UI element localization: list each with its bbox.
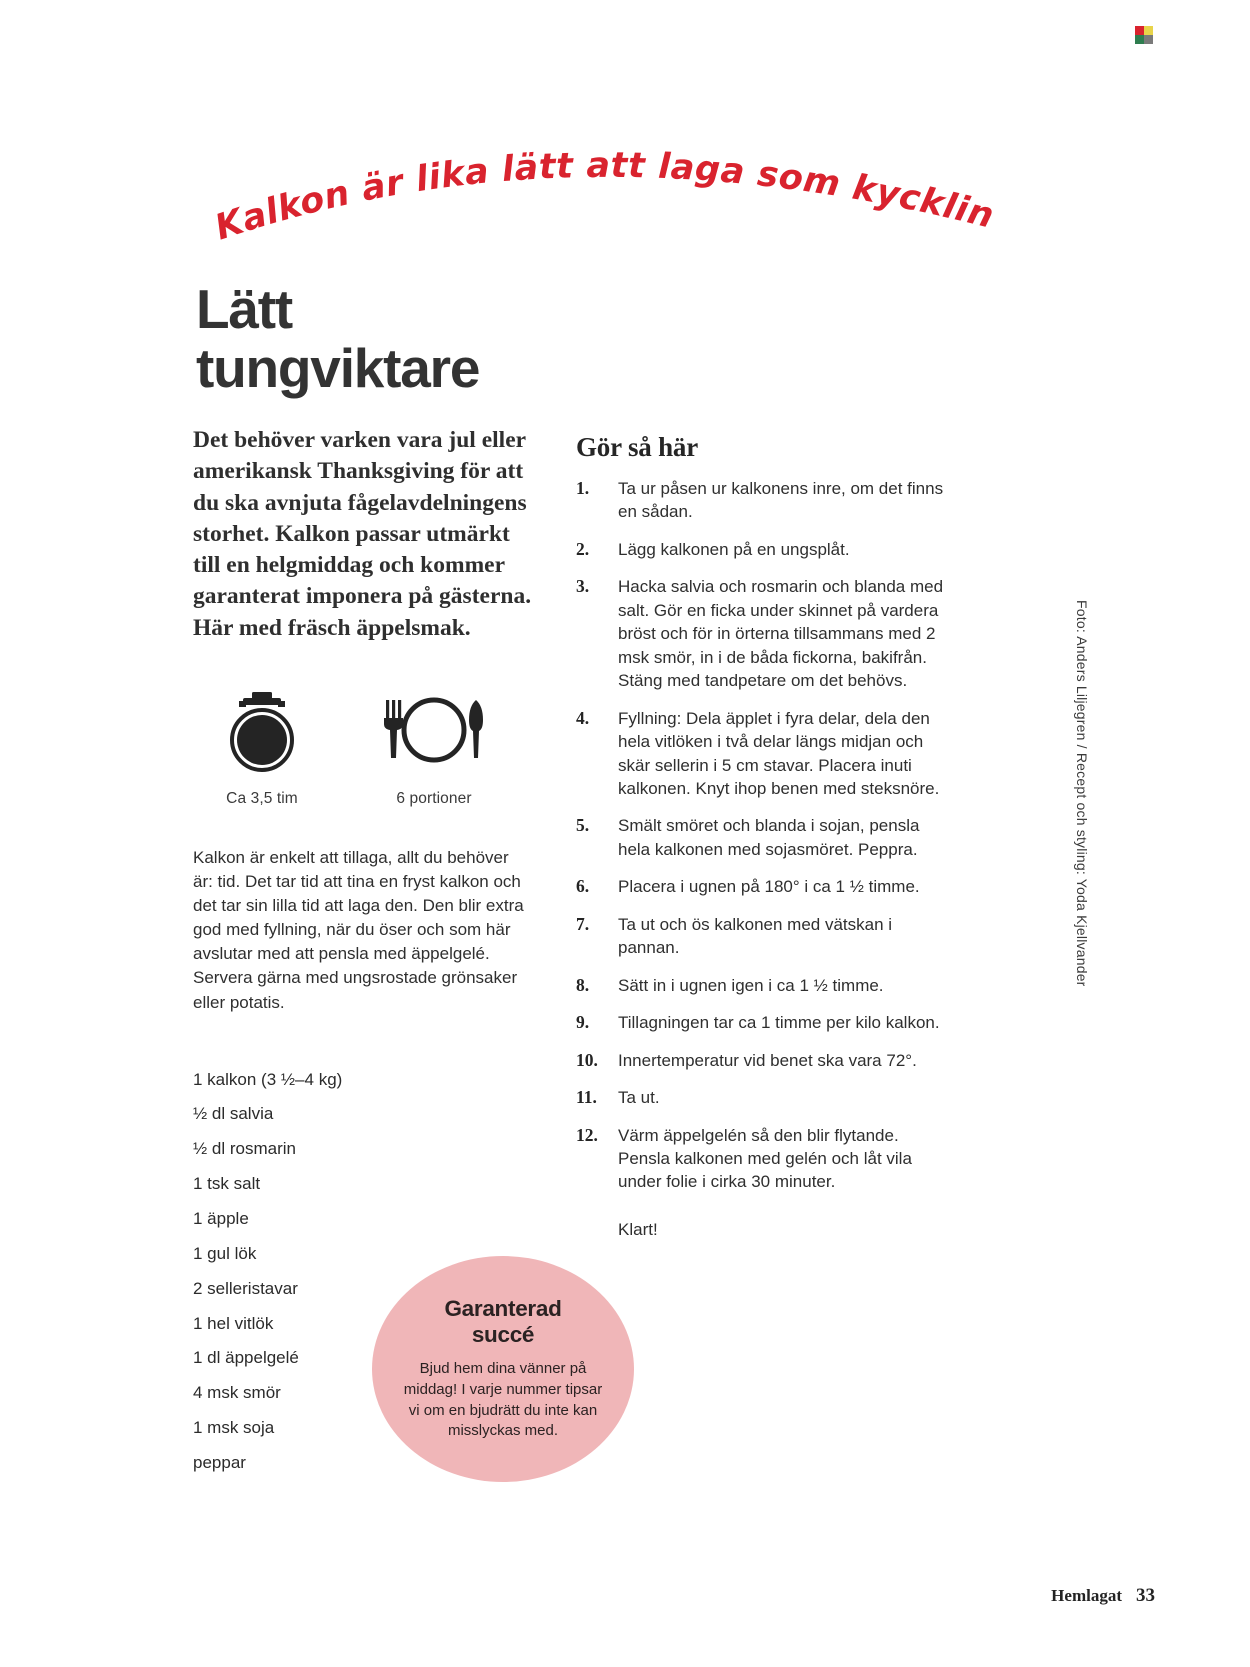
step-text: Tillagningen tar ca 1 timme per kilo kalkon. [618,1013,940,1033]
ingredient-item: 1 msk soja [193,1418,275,1438]
instruction-step [576,814,951,861]
callout-title-line-1: Garanterad [444,1296,562,1322]
page-footer [1051,1585,1155,1607]
ingredient-item: 1 tsk salt [193,1174,261,1194]
corner-swatch-2 [1144,26,1153,35]
step-number: 12. [576,1124,598,1145]
step-number: 6. [576,876,590,897]
instruction-step [576,575,951,692]
ingredient-item: 1 äpple [193,1209,249,1228]
lead-paragraph: Det behöver varken vara jul eller amerikansk Thanksgiving för att du ska avnjuta fågelavdelningens storhet. Kalkon passar utmärkt till en helgmiddag och kommer garanterat imponera på gästerna. Här med fräsch äppelsmak. [193,427,532,641]
instruction-step [576,1124,951,1194]
callout-bubble [372,1256,634,1482]
portions-block [379,690,489,808]
instruction-step [576,913,951,960]
ingredient-item: 1 dl äppelgelé [193,1348,299,1368]
step-text: Innertemperatur vid benet ska vara 72°. [618,1050,917,1070]
step-number: 3. [576,576,590,597]
portions-label: 6 portioner [396,789,472,807]
step-text: Fyllning: Dela äpplet i fyra delar, dela den hela vitlöken i två delar längs midjan och skär sellerin i 5 cm stavar. Placera inuti kalkonen. Knyt ihop benen med steksnöre. [618,708,940,798]
step-number: 11. [576,1087,597,1108]
instructions-heading: Gör så här [576,432,699,462]
instruction-step [576,1011,951,1034]
color-registration-mark [1135,26,1153,44]
cooking-time-label: Ca 3,5 tim [226,789,298,807]
corner-swatch-4 [1144,35,1153,44]
corner-swatch-3 [1135,35,1144,44]
plate-cutlery-icon [378,690,490,777]
closing-note: Klart! [618,1219,658,1239]
step-number: 2. [576,538,590,559]
recipe-meta-icons [193,690,533,808]
ingredient-item: 1 hel vitlök [193,1313,274,1333]
footer-section-label: Hemlagat [1051,1586,1122,1605]
page-title-line-1: Lätt [196,278,293,340]
instruction-step [576,538,951,561]
photo-credit: Foto: Anders Liljegren / Recept och styling: Yoda Kjellvander [1074,600,1090,987]
instruction-step [576,875,951,898]
step-number: 4. [576,707,590,728]
page-title-line-2: tungviktare [196,337,480,400]
step-number: 1. [576,478,590,498]
instruction-step [576,477,951,524]
step-number: 10. [576,1049,598,1070]
step-number: 5. [576,815,590,836]
timer-icon [219,690,305,777]
page-title [196,280,616,399]
ingredient-item: 4 msk smör [193,1383,281,1403]
arc-headline [135,79,1050,250]
ingredient-item: 2 selleristavar [193,1278,298,1298]
step-text: Hacka salvia och rosmarin och blanda med salt. Gör en ficka under skinnet på vardera bröst och för in örterna tillsammans med 2 msk smör, in i de båda fickorna, bakifrån. Stäng med tandpetare om det behövs. [618,577,944,691]
step-text: Ta ut och ös kalkonen med vätskan i pannan. [618,914,893,958]
step-text: Ta ur påsen ur kalkonens inre, om det finns en sådan. [618,479,944,522]
step-text: Sätt in i ugnen igen i ca 1 ½ timme. [618,975,884,995]
callout-title-line-2: succé [471,1322,535,1348]
ingredient-item: 1 kalkon (3 ½–4 kg) [193,1069,343,1089]
body-paragraph: Kalkon är enkelt att tillaga, allt du behöver är: tid. Det tar tid att tina en fryst kalkon och det tar sin lilla tid att laga den. Den blir extra god med fyllning, när du öser och som här avslutar med att pensla med äppelgelé. Servera gärna med ungsrostade grönsaker eller potatis. [193,847,524,1012]
step-text: Placera i ugnen på 180° i ca 1 ½ timme. [618,877,920,897]
callout-title [444,1296,561,1348]
arc-headline-text: Kalkon är lika lätt att laga som kyckling. Den är bara större! [135,79,998,249]
ingredient-item: ½ dl salvia [193,1104,274,1124]
callout-body: Bjud hem dina vänner på middag! I varje nummer tipsar vi om en bjudrätt du inte kan misslyckas med. [403,1360,603,1440]
cooking-time-block [207,690,317,808]
corner-swatch-1 [1135,26,1144,35]
step-text: Värm äppelgelén så den blir flytande. Pensla kalkonen med gelén och låt vila under folie i cirka 30 minuter. [618,1125,912,1192]
right-column [576,432,951,1240]
step-number: 8. [576,974,590,995]
instruction-step [576,707,951,801]
ingredient-item: peppar [193,1452,246,1472]
instructions-list [576,477,951,1194]
svg-text:Kalkon är lika lätt att laga s [135,79,998,248]
ingredient-item: 1 gul lök [193,1243,257,1263]
step-text: Lägg kalkonen på en ungsplåt. [618,539,850,559]
instruction-step [576,974,951,997]
instruction-step [576,1086,951,1109]
step-number: 7. [576,913,590,934]
step-number: 9. [576,1012,590,1033]
instruction-step [576,1049,951,1072]
ingredient-item: ½ dl rosmarin [193,1139,296,1159]
page-number: 33 [1136,1585,1155,1606]
step-text: Ta ut. [618,1088,660,1108]
step-text: Smält smöret och blanda i sojan, pensla hela kalkonen med sojasmöret. Peppra. [618,816,920,859]
